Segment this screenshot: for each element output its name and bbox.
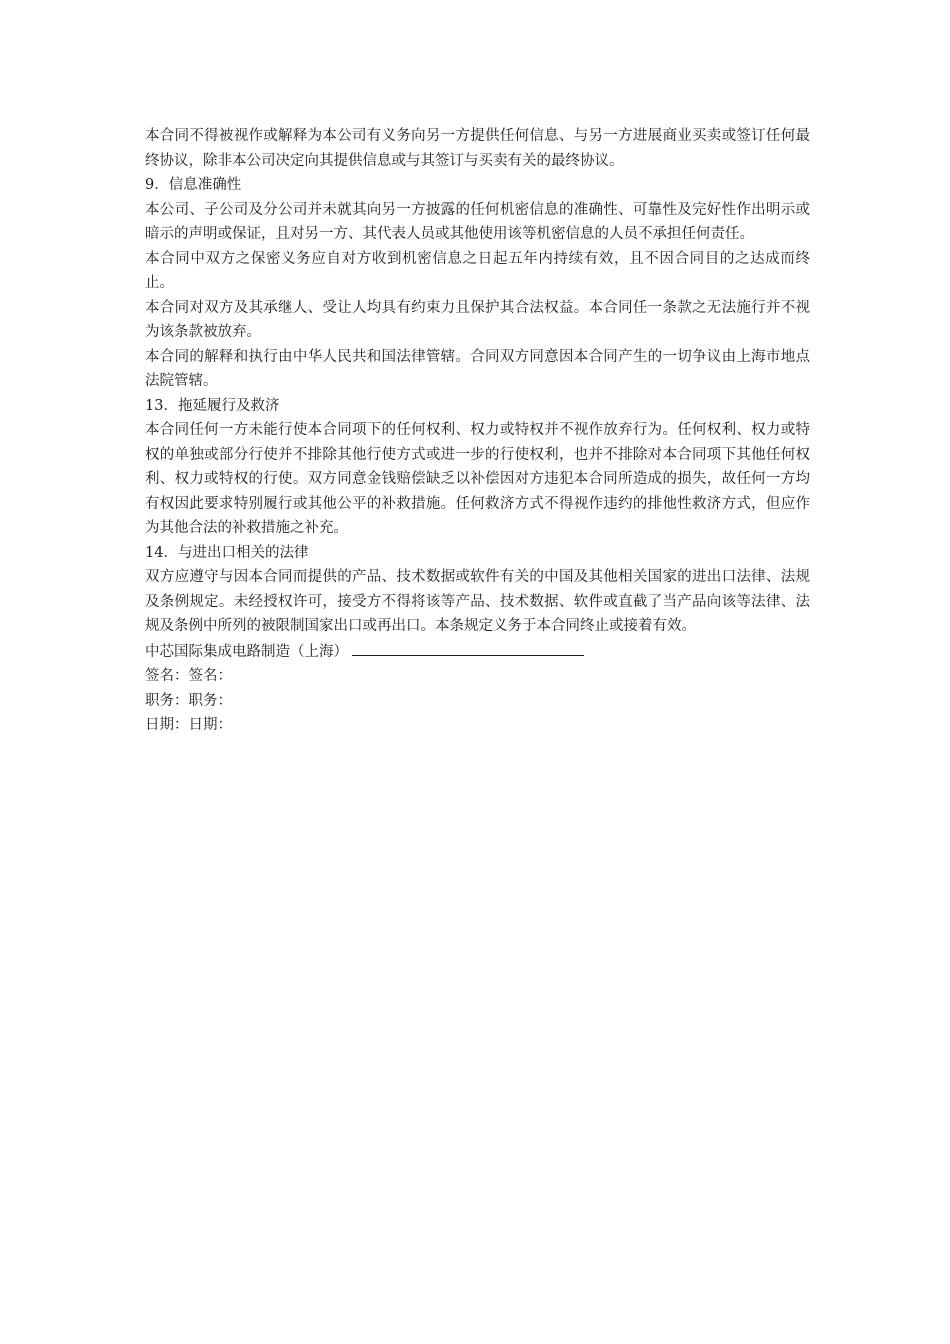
paragraph-export-law: 双方应遵守与因本合同而提供的产品、技术数据或软件有关的中国及其他相关国家的进出口法律、法规及条例规定。未经授权许可，接受方不得将该等产品、技术数据、软件或直截了当产品向该等法律、法规及条例中所列的被限制国家出口或再出口。本条规定义务于本合同终止或接着有效。 xyxy=(145,569,810,634)
signature-blank-line xyxy=(352,639,584,656)
paragraph-accuracy: 本公司、子公司及分公司并未就其向另一方披露的任何机密信息的准确性、可靠性及完好性作出明示或暗示的声明或保证，且对另一方、其代表人员或其他使用该等机密信息的人员不承担任何责任。 xyxy=(145,201,810,242)
signature-date: 日期：日期： xyxy=(145,717,232,733)
paragraph-no-obligation: 本合同不得被视作或解释为本公司有义务向另一方提供任何信息、与另一方进展商业买卖或签订任何最终协议，除非本公司决定向其提供信息或与其签订与买卖有关的最终协议。 xyxy=(145,128,810,169)
document-body xyxy=(145,124,810,738)
section-heading-14: 14．与进出口相关的法律 xyxy=(145,544,309,561)
signature-company: 中芯国际集成电路制造（上海） xyxy=(145,643,348,660)
paragraph-binding-effect: 本合同对双方及其承继人、受让人均具有约束力且保护其合法权益。本合同任一条款之无法施行并不视为该条款被放弃。 xyxy=(145,299,810,340)
signature-sign: 签名：签名： xyxy=(145,668,232,684)
section-heading-13: 13．拖延履行及救济 xyxy=(145,397,280,414)
paragraph-governing-law: 本合同的解释和执行由中华人民共和国法律管辖。合同双方同意因本合同产生的一切争议由上海市地点法院管辖。 xyxy=(145,348,810,389)
section-heading-9: 9．信息准确性 xyxy=(145,177,242,193)
paragraph-remedies: 本合同任何一方未能行使本合同项下的任何权利、权力或特权并不视作放弃行为。任何权利、权力或特权的单独或部分行使并不排除其他行使方式或进一步的行使权利，也并不排除对本合同项下其他任何权利、权力或特权的行使。双方同意金钱赔偿缺乏以补偿因对方违犯本合同所造成的损失，故任何一方均有权因此要求特别履行或其他公平的补救措施。任何救济方式不得视作违约的排他性救济方式，但应作为其他合法的补救措施之补充。 xyxy=(145,422,810,536)
signature-company-line xyxy=(145,639,810,665)
paragraph-confidentiality-term: 本合同中双方之保密义务应自对方收到机密信息之日起五年内持续有效，且不因合同目的之达成而终止。 xyxy=(145,250,810,291)
signature-title: 职务：职务： xyxy=(145,692,232,709)
